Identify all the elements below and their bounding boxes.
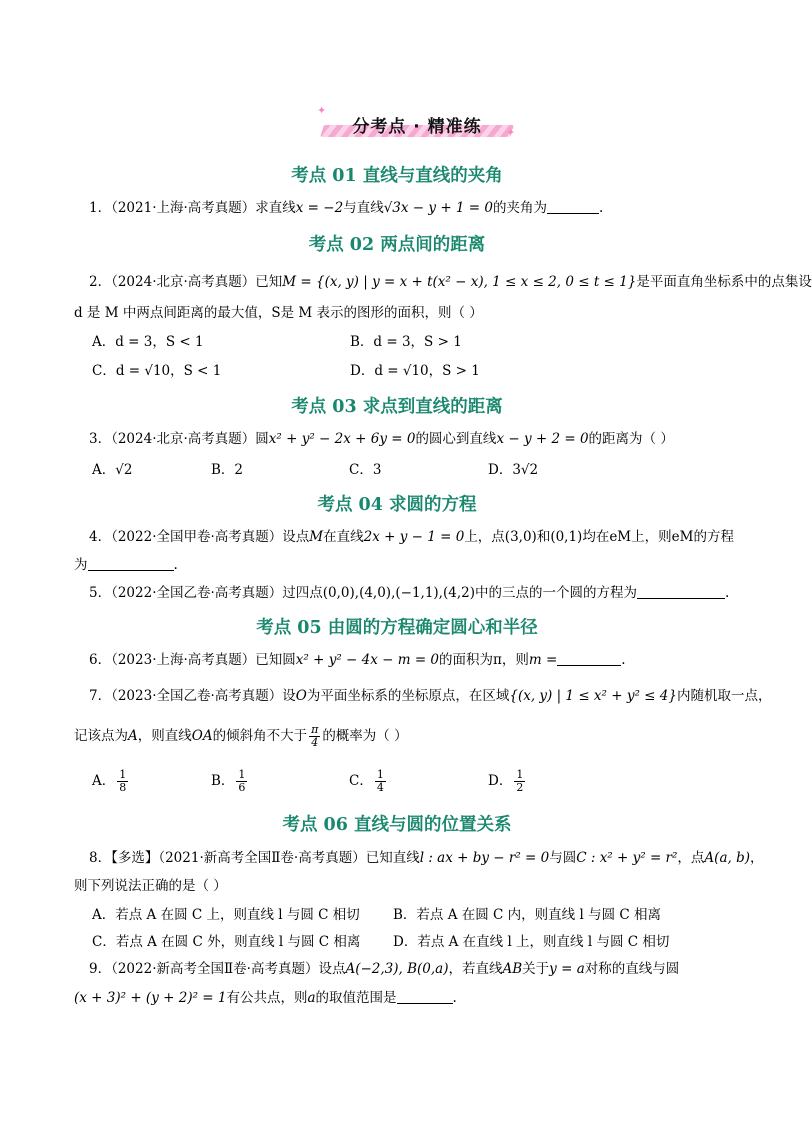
- option-c[interactable]: C．d = √10，S < 1: [92, 363, 222, 379]
- sparkle-icon: ✦: [506, 126, 516, 139]
- question-9-line-2: (x + 3)² + (y + 2)² = 1有公共点，则a的取值范围是 .: [74, 990, 457, 1006]
- section-title: 考点 03 求点到直线的距离: [291, 397, 503, 417]
- option-b[interactable]: B．2: [211, 462, 244, 478]
- section-title: 考点 05 由圆的方程确定圆心和半径: [256, 618, 538, 638]
- option-d[interactable]: D．d = √10，S > 1: [350, 363, 480, 379]
- section-title: 考点 02 两点间的距离: [308, 235, 486, 255]
- option-c[interactable]: C． $\frac{1}{4}$: [349, 768, 384, 794]
- question-2-line-2: d 是 M 中两点间距离的最大值，S是 M 表示的图形的面积，则（ ）: [74, 305, 483, 321]
- option-a[interactable]: A．√2: [92, 462, 133, 478]
- question-1: 1．（2021·上海·高考真题）求直线x = −2与直线√3x − y + 1 = 0的夹角为 .: [89, 200, 604, 216]
- question-2: 2．（2024·北京·高考真题）已知M = {(x, y) | y = x + t(x² − x), 1 ≤ x ≤ 2, 0 ≤ t ≤ 1}是平面直角坐标系中的点集设: [89, 274, 812, 290]
- question-8-line-2: 则下列说法正确的是（ ）: [74, 878, 227, 894]
- question-4-line-2: 为 .: [74, 557, 178, 573]
- option-d[interactable]: D．若点 A 在直线 l 上，则直线 l 与圆 C 相切: [393, 934, 670, 950]
- answer-blank[interactable]: [547, 199, 599, 214]
- question-3: 3．（2024·北京·高考真题）圆x² + y² − 2x + 6y = 0的圆心到直线x − y + 2 = 0的距离为（ ）: [89, 431, 674, 447]
- section-title: 考点 01 直线与直线的夹角: [291, 166, 503, 186]
- question-8: 8．【多选】（2021·新高考全国Ⅱ卷·高考真题）已知直线l : ax + by − r² = 0与圆C : x² + y² = r²，点A(a, b)，: [89, 850, 764, 866]
- question-7: 7．（2023·全国乙卷·高考真题）设O为平面坐标系的坐标原点，在区域{(x, y) | 1 ≤ x² + y² ≤ 4}内随机取一点，: [89, 688, 772, 704]
- answer-blank[interactable]: [557, 651, 621, 666]
- sparkle-icon: ✦: [317, 104, 327, 117]
- option-d[interactable]: D． $\frac{1}{2}$: [488, 768, 524, 794]
- option-c[interactable]: C．3: [349, 462, 382, 478]
- option-b[interactable]: B．d = 3，S > 1: [350, 334, 462, 350]
- answer-blank[interactable]: [637, 584, 725, 599]
- option-c[interactable]: C．若点 A 在圆 C 外，则直线 l 与圆 C 相离: [92, 934, 361, 950]
- option-a[interactable]: A． $\frac{1}{8}$: [92, 768, 127, 794]
- banner-title: 分考点 · 精准练: [352, 117, 482, 137]
- answer-blank[interactable]: [397, 989, 453, 1004]
- option-b[interactable]: B． $\frac{1}{6}$: [211, 768, 246, 794]
- section-title: 考点 06 直线与圆的位置关系: [282, 815, 512, 835]
- question-5: 5．（2022·全国乙卷·高考真题）过四点(0,0),(4,0),(−1,1),(4,2)中的三点的一个圆的方程为 .: [89, 585, 730, 601]
- question-6: 6．（2023·上海·高考真题）已知圆x² + y² − 4x − m = 0的面积为π，则m = .: [89, 652, 626, 668]
- option-d[interactable]: D．3√2: [488, 462, 539, 478]
- section-title: 考点 04 求圆的方程: [317, 495, 477, 515]
- option-a[interactable]: A．若点 A 在圆 C 上，则直线 l 与圆 C 相切: [92, 907, 360, 923]
- question-4: 4．（2022·全国甲卷·高考真题）设点M在直线2x + y − 1 = 0上，点(3,0)和(0,1)均在eM上，则eM的方程: [89, 529, 734, 545]
- section-banner: [314, 108, 520, 142]
- question-9: 9．（2022·新高考全国Ⅱ卷·高考真题）设点A(−2,3), B(0,a)，若直线AB关于y = a对称的直线与圆: [89, 961, 680, 977]
- question-7-line-2: 记该点为A，则直线OA的倾斜角不大于 $\frac{\pi}{4}$ 的概率为（ ）: [74, 723, 408, 749]
- option-a[interactable]: A．d = 3，S < 1: [92, 334, 204, 350]
- option-b[interactable]: B．若点 A 在圆 C 内，则直线 l 与圆 C 相离: [393, 907, 661, 923]
- fraction-pi-over-4: $\frac{\pi}{4}$: [311, 723, 319, 749]
- answer-blank[interactable]: [88, 556, 174, 571]
